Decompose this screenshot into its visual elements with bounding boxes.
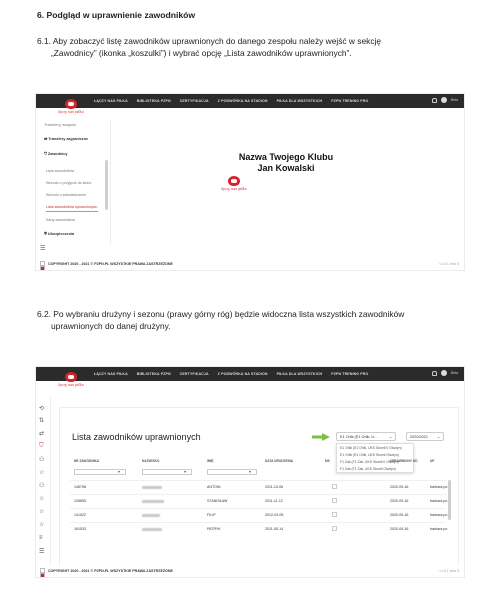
hamburger-icon[interactable]: ☰	[39, 549, 45, 555]
club-name: Nazwa Twojego Klubu	[238, 152, 334, 162]
transfer-icon[interactable]: ⇄	[39, 431, 45, 437]
sidebar-item-ubezpieczenia[interactable]: ⛨ Ubezpieczenia	[44, 232, 75, 236]
logo-tagline: łączy nas piłka	[58, 110, 84, 114]
chevron-down-icon: ⌄	[436, 435, 440, 439]
footer	[36, 259, 464, 270]
team-select[interactable]	[336, 432, 396, 441]
top-navigation-bar	[36, 94, 464, 108]
pzpn-logo-icon	[65, 99, 77, 109]
screenshot-sidebar-menu	[35, 93, 465, 271]
cell-imie: FILIP	[207, 513, 216, 517]
poland-flag-icon	[40, 568, 45, 574]
pzpn-logo[interactable]	[56, 99, 86, 114]
col-header-nazwisko[interactable]: NAZWISKO	[142, 459, 160, 463]
team-option[interactable]: F1 Żak (F1 Żak, UKS Stomil II Olsztyn)	[340, 459, 399, 464]
submenu-lista-zawodnikow[interactable]: Lista zawodników	[46, 169, 75, 173]
paragraph-6-2-line2: uprawnionych do danej drużyny.	[51, 321, 171, 331]
nav-link[interactable]: Z PODWÓRKA NA STADION	[217, 99, 268, 103]
collapsed-sidebar	[36, 397, 51, 567]
team-select-value: E1 Orlik (E1 Orlik, U...	[340, 434, 378, 439]
col-header-data[interactable]: DATA URODZENIA	[265, 459, 294, 463]
bell-icon[interactable]	[432, 98, 437, 103]
cell-imie: PATRYK	[207, 527, 221, 531]
cell-uprawniony-od: 2020-09-16	[390, 499, 409, 503]
star-icon[interactable]: ☆	[39, 522, 45, 528]
nav-link[interactable]: ŁĄCZY NAS PIŁKA	[94, 99, 128, 103]
cell-nr: 146798	[74, 485, 86, 489]
season-select[interactable]	[406, 432, 444, 441]
cell-nazwisko-redacted	[142, 500, 164, 503]
bell-icon[interactable]	[432, 371, 437, 376]
menu-icon[interactable]: ≡	[39, 535, 43, 541]
table-row[interactable]	[70, 480, 446, 493]
cell-nazwisko-redacted	[142, 514, 160, 517]
page-title: Lista zawodników uprawnionych	[72, 432, 201, 442]
people-icon[interactable]: ⚇	[39, 483, 45, 489]
team-option[interactable]: F1 Żak (F1 Żak, UKS Stomil Olsztyn)	[340, 466, 396, 471]
cell-up: barbara.po	[430, 513, 448, 517]
cell-up: barbara.po	[430, 499, 448, 503]
star-icon[interactable]: ☆	[39, 509, 45, 515]
nav-link[interactable]: PZPN TRENING PRO	[331, 99, 369, 103]
col-header-ms[interactable]: MS	[325, 459, 330, 463]
filter-caret-icon[interactable]: ▾	[184, 469, 187, 474]
section-heading: 6. Podgląd w uprawnienie zawodników	[37, 10, 196, 20]
club-logo-tagline: łączy nas piłka	[221, 187, 247, 191]
table-row[interactable]	[70, 522, 446, 535]
beta-label: Beta	[451, 371, 458, 375]
table-scrollbar[interactable]	[448, 480, 451, 520]
pzpn-logo-icon	[228, 176, 240, 186]
active-underline	[46, 211, 98, 212]
nav-link[interactable]: BIBLIOTEKA PZPN	[136, 372, 171, 376]
nav-link[interactable]: ŁĄCZY NAS PIŁKA	[94, 372, 128, 376]
cell-up: barbara.po	[430, 485, 448, 489]
team-option[interactable]: E1 Orlik (E1 Orlik, UKS Stomil Olsztyn)	[340, 452, 399, 457]
club-logo	[219, 176, 249, 191]
season-select-value: 2020/2021	[410, 434, 428, 439]
nav-link[interactable]: PIŁKA DLA WSZYSTKICH	[276, 99, 323, 103]
sort-icon[interactable]: ⇅	[39, 418, 45, 424]
paragraph-6-1-line2: „Zawodnicy” (ikonka „koszulki”) i wybrać opcję „Lista zawodników uprawnionych”.	[51, 48, 352, 58]
pzpn-logo[interactable]	[56, 372, 86, 387]
version-text: v1.5.1 beta 8	[439, 569, 459, 573]
sidebar-item-transfery-wsqane[interactable]: Transfery wsqane	[44, 123, 77, 127]
logo-tagline: łączy nas piłka	[58, 383, 84, 387]
club-header	[186, 152, 386, 173]
filter-caret-icon[interactable]: ▾	[249, 469, 252, 474]
top-navigation-bar	[36, 367, 464, 381]
cell-data-urodzenia: 2011-10-06	[265, 485, 284, 489]
cell-data-urodzenia: 2012-03-05	[265, 513, 284, 517]
screenshot-players-list	[35, 366, 465, 578]
star-icon[interactable]: ☆	[39, 470, 45, 476]
nav-link[interactable]: BIBLIOTEKA PZPN	[136, 99, 171, 103]
history-icon[interactable]: ⟲	[39, 406, 45, 412]
nav-link[interactable]: CERTYFIKACJA	[179, 372, 209, 376]
team-dropdown-list	[336, 443, 414, 473]
cell-uprawniony-od: 2020-09-16	[390, 485, 409, 489]
paragraph-6-1-line1: 6.1. Aby zobaczyć listę zawodników uprawnionych do danego zespołu należy wejść w sekcję	[37, 36, 382, 46]
cell-nazwisko-redacted	[142, 486, 162, 489]
cell-uprawniony-od: 2020-09-16	[390, 527, 409, 531]
cell-nr: 141522	[74, 513, 86, 517]
poland-flag-icon	[40, 261, 45, 267]
cell-imie: STANISŁAW	[207, 499, 228, 503]
footer	[36, 566, 464, 577]
col-header-uprawniony[interactable]: UPRAWNIONY OD	[390, 459, 418, 463]
col-header-up[interactable]: UP	[430, 459, 435, 463]
version-text: v1.5.1 beta 8	[439, 262, 459, 266]
players-panel	[59, 407, 459, 569]
ms-checkbox[interactable]	[332, 484, 337, 489]
submenu-karty-zawodnikow[interactable]: Karty zawodników	[46, 218, 75, 222]
hamburger-icon[interactable]: ☰	[40, 246, 46, 252]
nav-link[interactable]: Z PODWÓRKA NA STADION	[217, 372, 268, 376]
sidebar-scrollbar[interactable]	[105, 160, 108, 210]
ms-checkbox[interactable]	[332, 498, 337, 503]
table-row[interactable]	[70, 494, 446, 507]
paragraph-6-1	[37, 35, 477, 59]
nav-link[interactable]: PIŁKA DLA WSZYSTKICH	[276, 372, 323, 376]
team-icon[interactable]: ⚇	[39, 457, 45, 463]
cell-nr: 126655	[74, 499, 86, 503]
cell-data-urodzenia: 2011-11-12	[265, 499, 283, 503]
col-header-nr[interactable]: NR ZAWODNIKA	[74, 459, 100, 463]
cell-up: barbara.po	[430, 527, 448, 531]
jersey-icon: ⛉	[44, 152, 48, 156]
avatar[interactable]	[441, 97, 447, 103]
ms-checkbox[interactable]	[332, 526, 337, 531]
sidebar	[36, 120, 111, 245]
ms-checkbox[interactable]	[332, 512, 337, 517]
insurance-icon: ⛨	[44, 232, 48, 236]
submenu-wnioski-przyjecie[interactable]: Wnioski o przyjęcie do klubu	[46, 181, 92, 185]
paragraph-6-2	[37, 308, 477, 332]
cell-nazwisko-redacted	[142, 528, 162, 531]
nav-link[interactable]: PZPN TRENING PRO	[331, 372, 369, 376]
copyright-text: COPYRIGHT 2020 - 2021 © PZPN.PL WSZYSTKIE PRAWA ZASTRZEŻONE	[48, 569, 173, 573]
sidebar-item-zawodnicy[interactable]: ⛉ Zawodnicy	[44, 152, 68, 156]
cell-data-urodzenia: 2011-05-14	[265, 527, 284, 531]
team-option[interactable]: E1 Orlik (E1 Orlik, UKS Stomil II Olsztyn)	[340, 445, 402, 450]
cell-imie: ANTONI	[207, 485, 221, 489]
paragraph-6-2-line1: 6.2. Po wybraniu drużyny i sezonu (prawy górny róg) będzie widoczna lista wszystkich zawodników	[37, 309, 405, 319]
filter-caret-icon[interactable]: ▾	[118, 469, 121, 474]
star-icon[interactable]: ☆	[39, 496, 45, 502]
cell-uprawniony-od: 2020-09-16	[390, 513, 409, 517]
col-header-imie[interactable]: IMIĘ	[207, 459, 214, 463]
submenu-wnioski-zaswiadczenie[interactable]: Wnioski o zaświadczenie	[46, 193, 86, 197]
submenu-lista-uprawnionych[interactable]: Lista zawodników uprawnionych	[46, 205, 98, 209]
sidebar-item-transfery-zagraniczne[interactable]: ⇄ Transfery zagraniczne	[44, 137, 89, 141]
arrow-right-icon	[312, 433, 330, 441]
nav-link[interactable]: CERTYFIKACJA	[179, 99, 209, 103]
transfer-icon: ⇄	[44, 137, 49, 141]
copyright-text: COPYRIGHT 2020 - 2021 © PZPN.PL WSZYSTKIE PRAWA ZASTRZEŻONE	[48, 262, 173, 266]
jersey-icon[interactable]: ⛉	[39, 443, 44, 449]
avatar[interactable]	[441, 370, 447, 376]
chevron-down-icon: ⌄	[388, 435, 392, 439]
beta-label: Beta	[451, 98, 458, 102]
user-name: Jan Kowalski	[257, 163, 315, 173]
pzpn-logo-icon	[65, 372, 77, 382]
table-row[interactable]	[70, 508, 446, 521]
cell-nr: 161533	[74, 527, 86, 531]
